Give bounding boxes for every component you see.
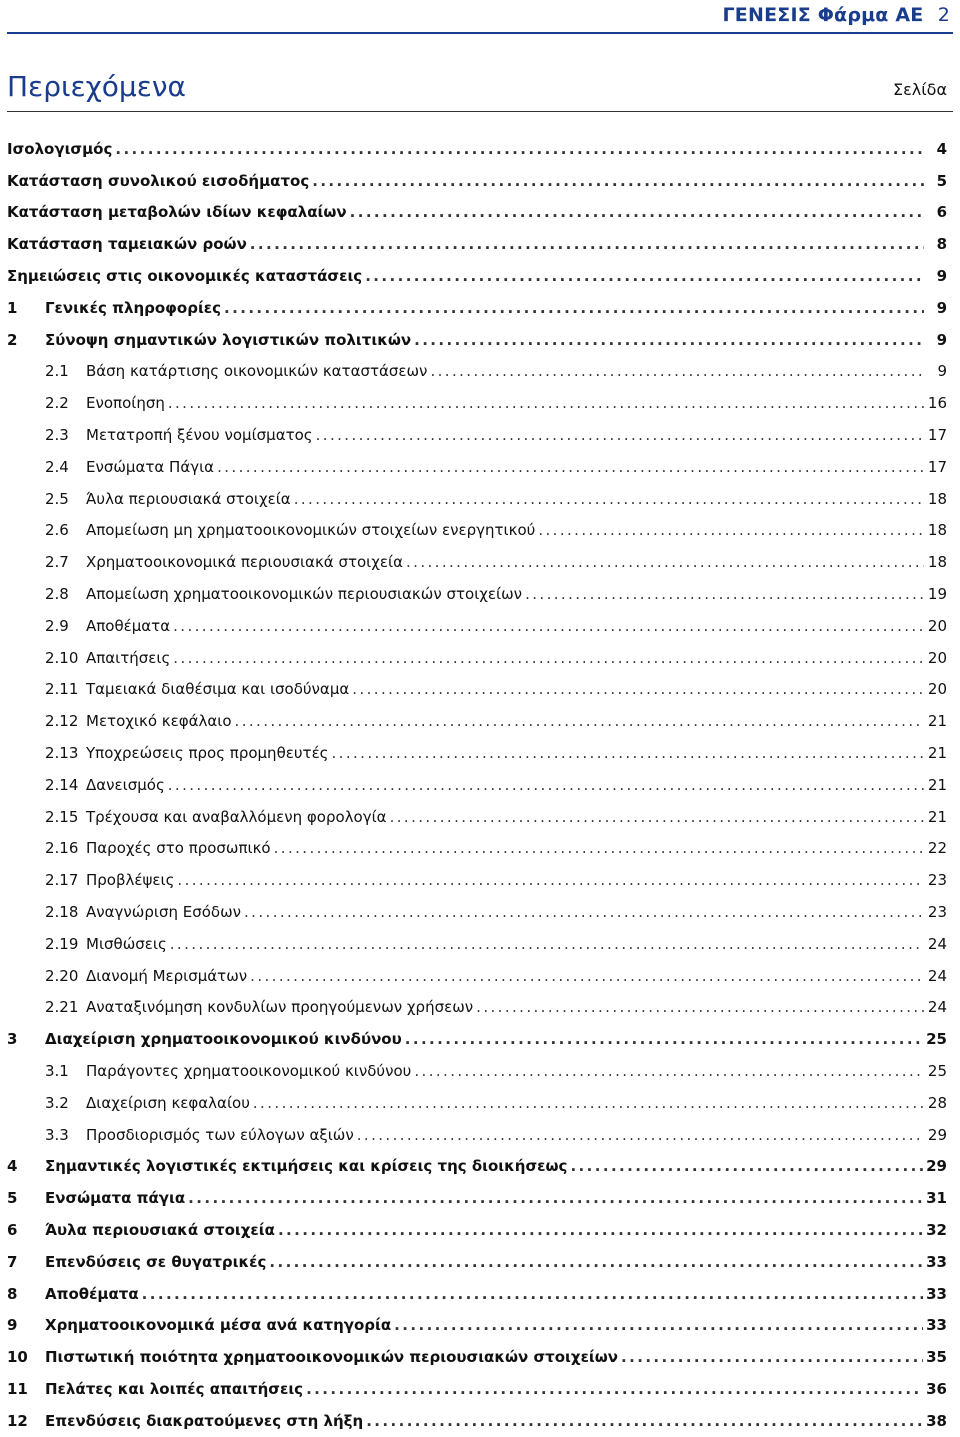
toc-entry-title: Αποθέματα <box>86 616 171 635</box>
toc-entry[interactable] <box>7 356 947 388</box>
toc-entry-number: 2.15 <box>45 807 79 826</box>
toc-entry-label-wrap <box>7 617 927 635</box>
toc-entry-page: 23 <box>927 903 947 922</box>
toc-entry-label-wrap <box>7 1380 926 1398</box>
toc-dot-leader <box>390 808 924 826</box>
toc-entry-title: Κατάσταση ταμειακών ροών <box>7 235 247 254</box>
toc-entry[interactable] <box>7 483 947 515</box>
toc-entry-number: 3.1 <box>45 1062 69 1080</box>
toc-entry-title: Παροχές στο προσωπικό <box>86 839 271 858</box>
toc-entry-title: Γενικές πληροφορίες <box>45 298 222 317</box>
toc-dot-leader <box>244 903 924 921</box>
toc-dot-leader <box>570 1157 923 1175</box>
toc-dot-leader <box>253 1094 924 1112</box>
toc-entry-number: 7 <box>7 1252 18 1271</box>
toc-dot-leader <box>168 394 924 412</box>
toc-entry[interactable] <box>7 864 947 896</box>
toc-entry-title: Δανεισμός <box>86 775 165 794</box>
toc-entry-number: 2.16 <box>45 839 79 858</box>
toc-dot-leader <box>525 585 924 603</box>
toc-entry-title: Διαχείριση κεφαλαίου <box>86 1093 250 1112</box>
toc-entry-title: Επενδύσεις σε θυγατρικές <box>45 1252 267 1271</box>
toc-entry[interactable] <box>7 737 947 769</box>
toc-entry-title: Μετοχικό κεφάλαιο <box>86 712 232 731</box>
toc-entry-number: 1 <box>7 298 18 317</box>
toc-entry-page: 21 <box>927 712 947 731</box>
toc-entry[interactable] <box>7 1182 947 1214</box>
toc-entry[interactable] <box>7 228 947 260</box>
toc-entry[interactable] <box>7 928 947 960</box>
toc-entry-label-wrap <box>7 490 927 508</box>
toc-entry-label-wrap <box>7 903 927 921</box>
toc-entry-page: 29 <box>926 1157 947 1176</box>
toc-entry-label-wrap <box>7 839 927 857</box>
toc-entry-title: Κατάσταση συνολικού εισοδήματος <box>7 171 310 190</box>
toc-entry-number: 2.10 <box>45 648 79 667</box>
toc-dot-leader <box>168 776 924 794</box>
toc-entry[interactable] <box>7 610 947 642</box>
toc-entry-number: 2.13 <box>45 744 79 763</box>
toc-entry[interactable] <box>7 1214 947 1246</box>
toc-entry-number: 3.3 <box>45 1125 69 1144</box>
toc-entry[interactable] <box>7 387 947 419</box>
toc-entry[interactable] <box>7 1151 947 1183</box>
toc-entry[interactable] <box>7 801 947 833</box>
toc-entry[interactable] <box>7 133 947 165</box>
table-of-contents <box>7 133 947 1437</box>
toc-entry-page: 24 <box>927 966 947 985</box>
toc-dot-leader <box>357 1126 924 1144</box>
toc-dot-leader <box>352 680 924 698</box>
toc-entry-number: 2.5 <box>45 489 69 508</box>
toc-entry-title: Ισολογισμός <box>7 139 113 158</box>
toc-dot-leader <box>312 172 924 190</box>
toc-entry-label-wrap <box>7 808 927 826</box>
toc-dot-leader <box>294 490 924 508</box>
toc-entry-label-wrap <box>7 553 927 571</box>
toc-entry-page: 32 <box>926 1220 947 1239</box>
toc-entry-title: Τρέχουσα και αναβαλλόμενη φορολογία <box>86 807 387 826</box>
toc-dot-leader <box>621 1348 923 1366</box>
toc-entry-label-wrap <box>7 935 927 953</box>
toc-entry-page: 9 <box>936 267 947 286</box>
toc-dot-leader <box>224 299 924 317</box>
toc-entry-page: 9 <box>936 330 947 349</box>
toc-entry-title: Ενσώματα Πάγια <box>86 457 215 476</box>
toc-entry-title: Μετατροπή ξένου νομίσματος <box>86 426 313 445</box>
toc-entry-page: 8 <box>936 235 947 254</box>
toc-entry-page: 36 <box>926 1379 947 1398</box>
toc-entry-label-wrap <box>7 1157 926 1175</box>
toc-entry-page: 38 <box>926 1411 947 1430</box>
toc-entry-page: 33 <box>926 1316 947 1335</box>
toc-dot-leader <box>430 362 924 380</box>
toc-entry[interactable] <box>7 960 947 992</box>
toc-entry-title: Προβλέψεις <box>86 871 175 890</box>
toc-entry[interactable] <box>7 578 947 610</box>
toc-entry-label-wrap <box>7 172 927 190</box>
toc-dot-leader <box>538 521 924 539</box>
toc-dot-leader <box>278 1221 923 1239</box>
header-text <box>723 4 951 26</box>
toc-dot-leader <box>269 1253 923 1271</box>
toc-entry-page: 18 <box>927 489 947 508</box>
toc-entry-page: 20 <box>927 648 947 667</box>
toc-entry-page: 21 <box>927 744 947 763</box>
toc-entry-page: 23 <box>927 871 947 890</box>
toc-entry-number: 2.6 <box>45 521 69 540</box>
title-row <box>7 70 947 114</box>
toc-dot-leader <box>142 1285 923 1303</box>
toc-entry-title: Πιστωτική ποιότητα χρηματοοικονομικών περιουσιακών στοιχείων <box>45 1348 619 1367</box>
toc-entry-title: Σημαντικές λογιστικές εκτιμήσεις και κρίσεις της διοικήσεως <box>45 1157 568 1176</box>
toc-entry[interactable] <box>7 292 947 324</box>
toc-entry-number: 2.9 <box>45 616 69 635</box>
toc-entry-label-wrap <box>7 1316 926 1334</box>
toc-dot-leader <box>250 235 924 253</box>
toc-entry-page: 19 <box>927 585 947 604</box>
toc-entry[interactable] <box>7 1087 947 1119</box>
toc-entry-page: 24 <box>927 998 947 1017</box>
toc-entry-title: Άυλα περιουσιακά στοιχεία <box>86 489 291 508</box>
page-column-label: Σελίδα <box>893 80 947 99</box>
toc-entry-title: Διανομή Μερισμάτων <box>86 966 248 985</box>
toc-entry-page: 5 <box>936 171 947 190</box>
header-page-number: 2 <box>937 4 950 26</box>
page-header <box>0 0 960 33</box>
toc-entry-title: Χρηματοοικονομικά περιουσιακά στοιχεία <box>86 553 403 572</box>
toc-entry-page: 6 <box>936 203 947 222</box>
toc-entry-title: Επενδύσεις διακρατούμενες στη λήξη <box>45 1411 364 1430</box>
toc-dot-leader <box>173 617 924 635</box>
toc-entry-page: 22 <box>927 839 947 858</box>
toc-entry-page: 21 <box>927 775 947 794</box>
toc-entry[interactable] <box>7 642 947 674</box>
toc-entry-title: Βάση κατάρτισης οικονομικών καταστάσεων <box>86 362 428 381</box>
toc-dot-leader <box>188 1189 923 1207</box>
toc-entry-label-wrap <box>7 1189 926 1207</box>
toc-entry-label-wrap <box>7 1221 926 1239</box>
toc-entry-page: 33 <box>926 1252 947 1271</box>
toc-entry-number: 12 <box>7 1411 28 1430</box>
toc-entry[interactable] <box>7 1119 947 1151</box>
toc-entry-page: 16 <box>927 394 947 413</box>
toc-entry-title: Διαχείριση χρηματοοικονομικού κινδύνου <box>45 1030 402 1049</box>
toc-entry-number: 5 <box>7 1189 18 1208</box>
toc-entry-title: Σημειώσεις στις οικονομικές καταστάσεις <box>7 267 363 286</box>
toc-entry-page: 21 <box>927 807 947 826</box>
toc-dot-leader <box>365 267 924 285</box>
toc-entry-number: 6 <box>7 1220 18 1239</box>
toc-entry-label-wrap <box>7 1285 926 1303</box>
toc-dot-leader <box>170 935 924 953</box>
toc-entry-number: 2.18 <box>45 903 79 922</box>
toc-entry-number: 9 <box>7 1316 18 1335</box>
toc-entry-label-wrap <box>7 1062 927 1080</box>
toc-entry[interactable] <box>7 674 947 706</box>
toc-entry-title: Αποθέματα <box>45 1284 139 1303</box>
toc-dot-leader <box>250 967 924 985</box>
toc-entry-number: 2.4 <box>45 457 69 476</box>
toc-entry-page: 35 <box>926 1348 947 1367</box>
toc-entry-label-wrap <box>7 1126 927 1144</box>
toc-entry[interactable] <box>7 515 947 547</box>
toc-entry[interactable] <box>7 992 947 1024</box>
toc-entry-number: 2.17 <box>45 871 79 890</box>
toc-entry-label-wrap <box>7 649 927 667</box>
toc-entry-title: Άυλα περιουσιακά στοιχεία <box>45 1220 275 1239</box>
title-divider <box>7 111 953 112</box>
toc-entry-label-wrap <box>7 744 927 762</box>
toc-entry-label-wrap <box>7 140 927 158</box>
toc-entry-number: 2.19 <box>45 934 79 953</box>
toc-dot-leader <box>217 458 924 476</box>
toc-entry[interactable] <box>7 324 947 356</box>
toc-entry[interactable] <box>7 833 947 865</box>
toc-entry-label-wrap <box>7 426 927 444</box>
toc-entry-label-wrap <box>7 362 927 380</box>
toc-entry[interactable] <box>7 419 947 451</box>
toc-entry-number: 2.11 <box>45 680 79 699</box>
toc-entry-title: Απαιτήσεις <box>86 648 171 667</box>
toc-entry-number: 2.2 <box>45 394 69 413</box>
toc-entry-label-wrap <box>7 871 927 889</box>
toc-dot-leader <box>350 203 924 221</box>
toc-entry-label-wrap <box>7 235 927 253</box>
toc-entry-label-wrap <box>7 585 927 603</box>
toc-entry-title: Μισθώσεις <box>86 934 167 953</box>
toc-entry-label-wrap <box>7 1094 927 1112</box>
toc-entry-label-wrap <box>7 1253 926 1271</box>
toc-entry-page: 20 <box>927 616 947 635</box>
toc-entry-title: Υποχρεώσεις προς προμηθευτές <box>86 744 329 763</box>
company-name: ΓΕΝΕΣΙΣ Φάρμα ΑΕ <box>722 4 924 26</box>
toc-dot-leader <box>366 1412 923 1430</box>
toc-entry-title: Ταμειακά διαθέσιμα και ισοδύναμα <box>86 680 350 699</box>
toc-entry[interactable] <box>7 197 947 229</box>
toc-entry-number: 2.3 <box>45 426 69 445</box>
toc-entry-number: 8 <box>7 1284 18 1303</box>
toc-entry-title: Χρηματοοικονομικά μέσα ανά κατηγορία <box>45 1316 392 1335</box>
toc-entry-number: 2.8 <box>45 585 69 604</box>
toc-entry-number: 10 <box>7 1348 28 1367</box>
toc-entry-page: 17 <box>927 426 947 445</box>
toc-entry-number: 2 <box>7 330 18 349</box>
toc-entry-page: 17 <box>927 457 947 476</box>
toc-entry[interactable] <box>7 451 947 483</box>
toc-entry-number: 4 <box>7 1157 18 1176</box>
toc-entry[interactable] <box>7 1309 947 1341</box>
toc-entry-label-wrap <box>7 394 927 412</box>
toc-entry[interactable] <box>7 1341 947 1373</box>
toc-dot-leader <box>115 140 924 158</box>
toc-entry-page: 18 <box>927 553 947 572</box>
toc-entry-title: Σύνοψη σημαντικών λογιστικών πολιτικών <box>45 330 412 349</box>
toc-entry-label-wrap <box>7 458 927 476</box>
toc-entry-label-wrap <box>7 998 927 1016</box>
toc-dot-leader <box>177 871 924 889</box>
toc-dot-leader <box>394 1316 923 1334</box>
toc-entry-page: 25 <box>926 1030 947 1049</box>
toc-entry-title: Παράγοντες χρηματοοικονομικού κινδύνου <box>86 1062 412 1080</box>
toc-entry-label-wrap <box>7 1030 926 1048</box>
toc-dot-leader <box>476 998 924 1016</box>
toc-entry-number: 2.1 <box>45 362 69 381</box>
toc-entry-label-wrap <box>7 1348 926 1366</box>
toc-entry[interactable] <box>7 1246 947 1278</box>
toc-entry-title: Ενσώματα πάγια <box>45 1189 186 1208</box>
toc-entry-title: Αναταξινόμηση κονδυλίων προηγούμενων χρήσεων <box>86 998 474 1017</box>
toc-entry-label-wrap <box>7 521 927 539</box>
toc-dot-leader <box>405 1030 923 1048</box>
toc-entry-page: 25 <box>927 1062 947 1080</box>
toc-entry-number: 3 <box>7 1030 18 1049</box>
toc-entry-page: 9 <box>936 298 947 317</box>
toc-entry-label-wrap <box>7 299 927 317</box>
toc-entry-title: Ενοποίηση <box>86 394 165 413</box>
toc-entry-label-wrap <box>7 680 927 698</box>
toc-entry-page: 24 <box>927 934 947 953</box>
toc-entry-page: 20 <box>927 680 947 699</box>
toc-entry-label-wrap <box>7 331 927 349</box>
page-title: Περιεχόμενα <box>7 70 186 103</box>
toc-dot-leader <box>306 1380 923 1398</box>
toc-entry-page: 9 <box>937 362 947 381</box>
toc-entry-label-wrap <box>7 967 927 985</box>
toc-entry-title: Απομείωση μη χρηματοοικονομικών στοιχείων ενεργητικού <box>86 521 536 540</box>
toc-dot-leader <box>316 426 924 444</box>
toc-entry-title: Κατάσταση μεταβολών ιδίων κεφαλαίων <box>7 203 347 222</box>
toc-dot-leader <box>235 712 924 730</box>
toc-entry-page: 33 <box>926 1284 947 1303</box>
toc-entry-page: 31 <box>926 1189 947 1208</box>
toc-dot-leader <box>406 553 924 571</box>
toc-entry-label-wrap <box>7 1412 926 1430</box>
toc-entry-number: 2.14 <box>45 775 79 794</box>
toc-entry[interactable] <box>7 705 947 737</box>
toc-dot-leader <box>414 1062 924 1080</box>
toc-entry-title: Αναγνώριση Εσόδων <box>86 903 242 922</box>
toc-entry-page: 29 <box>927 1125 947 1144</box>
toc-dot-leader <box>331 744 924 762</box>
header-divider <box>7 32 953 34</box>
toc-entry[interactable] <box>7 896 947 928</box>
toc-entry-label-wrap <box>7 203 927 221</box>
toc-entry-number: 11 <box>7 1379 28 1398</box>
toc-entry-title: Απομείωση χρηματοοικονομικών περιουσιακών στοιχείων <box>86 585 523 604</box>
toc-entry-label-wrap <box>7 267 927 285</box>
toc-entry[interactable] <box>7 769 947 801</box>
toc-entry[interactable] <box>7 1373 947 1405</box>
toc-entry[interactable] <box>7 1278 947 1310</box>
toc-dot-leader <box>274 839 924 857</box>
toc-entry-label-wrap <box>7 776 927 794</box>
toc-entry-page: 18 <box>927 521 947 540</box>
toc-entry[interactable] <box>7 1055 947 1087</box>
toc-entry-number: 2.12 <box>45 712 79 731</box>
toc-entry-label-wrap <box>7 712 927 730</box>
toc-entry-number: 2.7 <box>45 553 69 572</box>
toc-entry[interactable] <box>7 546 947 578</box>
toc-entry[interactable] <box>7 1023 947 1055</box>
toc-dot-leader <box>173 649 924 667</box>
toc-entry[interactable] <box>7 260 947 292</box>
toc-entry-number: 2.21 <box>45 998 79 1017</box>
toc-entry-page: 28 <box>927 1093 947 1112</box>
toc-entry-number: 3.2 <box>45 1093 69 1112</box>
toc-entry-page: 4 <box>936 139 947 158</box>
toc-entry-title: Πελάτες και λοιπές απαιτήσεις <box>45 1379 304 1398</box>
toc-entry-title: Προσδιορισμός των εύλογων αξιών <box>86 1125 354 1144</box>
toc-entry[interactable] <box>7 165 947 197</box>
toc-dot-leader <box>414 331 924 349</box>
toc-entry-number: 2.20 <box>45 966 79 985</box>
